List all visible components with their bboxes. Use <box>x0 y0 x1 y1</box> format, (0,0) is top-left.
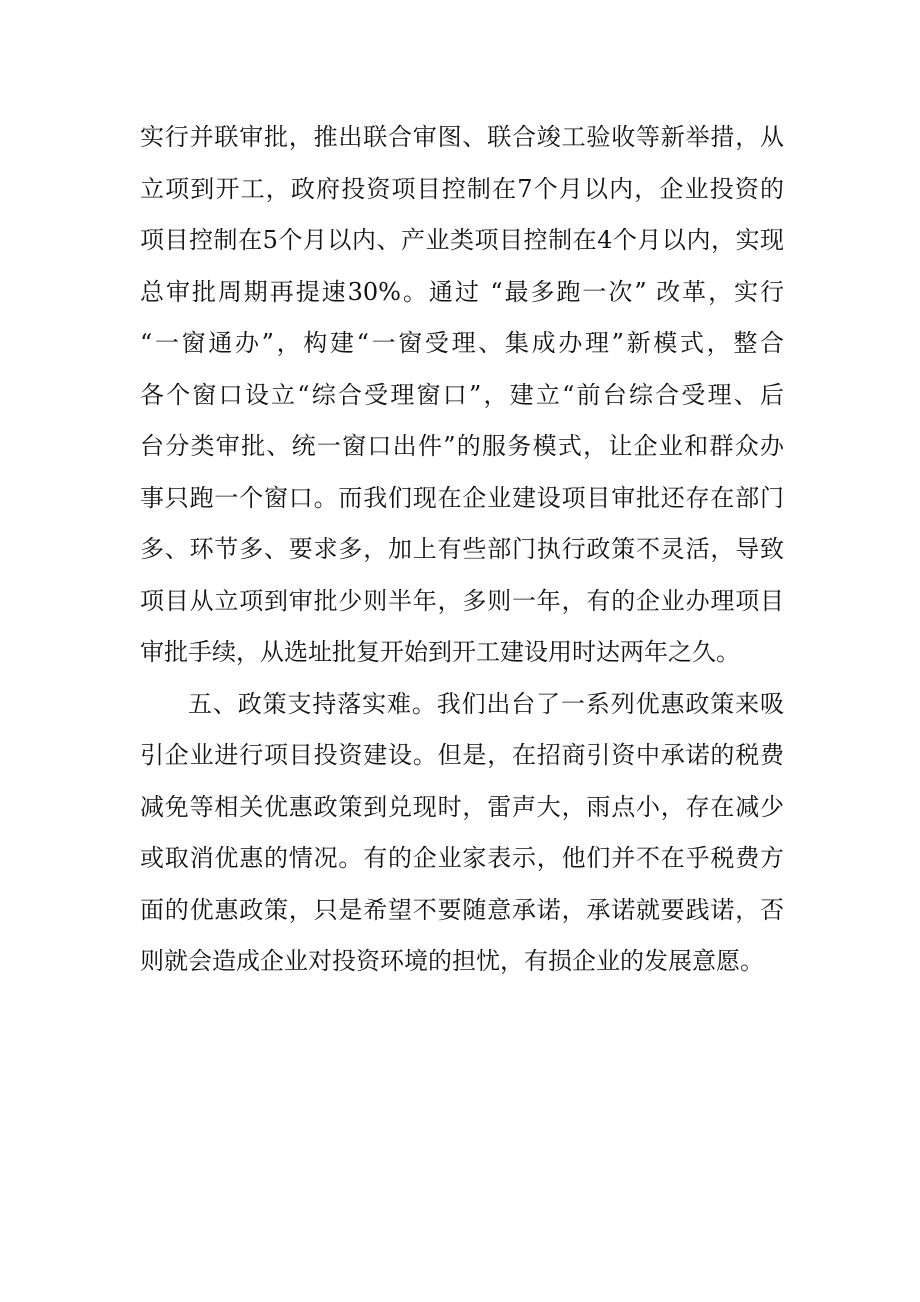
paragraph-policy-support <box>140 679 784 988</box>
paragraph-approval-process <box>140 112 784 679</box>
text-line: 面的优惠政策，只是希望不要随意承诺，承诺就要践诺，否 <box>140 895 784 924</box>
text-line: 立项到开工，政府投资项目控制在7个月以内，企业投资的 <box>140 174 784 203</box>
document-body <box>140 112 784 988</box>
text-line: 减免等相关优惠政策到兑现时，雷声大，雨点小，存在减少 <box>140 792 784 821</box>
text-line: 审批手续，从选址批复开始到开工建设用时达两年之久。 <box>140 638 740 666</box>
text-line: 五、政策支持落实难。我们出台了一系列优惠政策来吸 <box>188 689 784 718</box>
text-line: 项目控制在5个月以内、产业类项目控制在4个月以内，实现 <box>140 226 784 254</box>
text-line: 多、环节多、要求多，加上有些部门执行政策不灵活，导致 <box>140 535 784 563</box>
text-line: 实行并联审批，推出联合审图、联合竣工验收等新举措，从 <box>140 123 784 151</box>
text-line: “一窗通办”，构建“一窗受理、集成办理”新模式，整合 <box>140 329 784 357</box>
text-line: 项目从立项到审批少则半年，多则一年，有的企业办理项目 <box>140 586 784 615</box>
text-line: 台分类审批、统一窗口出件”的服务模式，让企业和群众办 <box>140 432 784 460</box>
text-line: 各个窗口设立“综合受理窗口”，建立“前台综合受理、后 <box>140 380 784 409</box>
text-line: 或取消优惠的情况。有的企业家表示，他们并不在乎税费方 <box>140 844 784 872</box>
text-line: 则就会造成企业对投资环境的担忧，有损企业的发展意愿。 <box>140 947 764 975</box>
text-line: 事只跑一个窗口。而我们现在企业建设项目审批还存在部门 <box>140 483 784 512</box>
text-line: 引企业进行项目投资建设。但是，在招商引资中承诺的税费 <box>140 741 784 769</box>
text-line: 总审批周期再提速30%。通过 “最多跑一次” 改革，实行 <box>140 277 784 306</box>
